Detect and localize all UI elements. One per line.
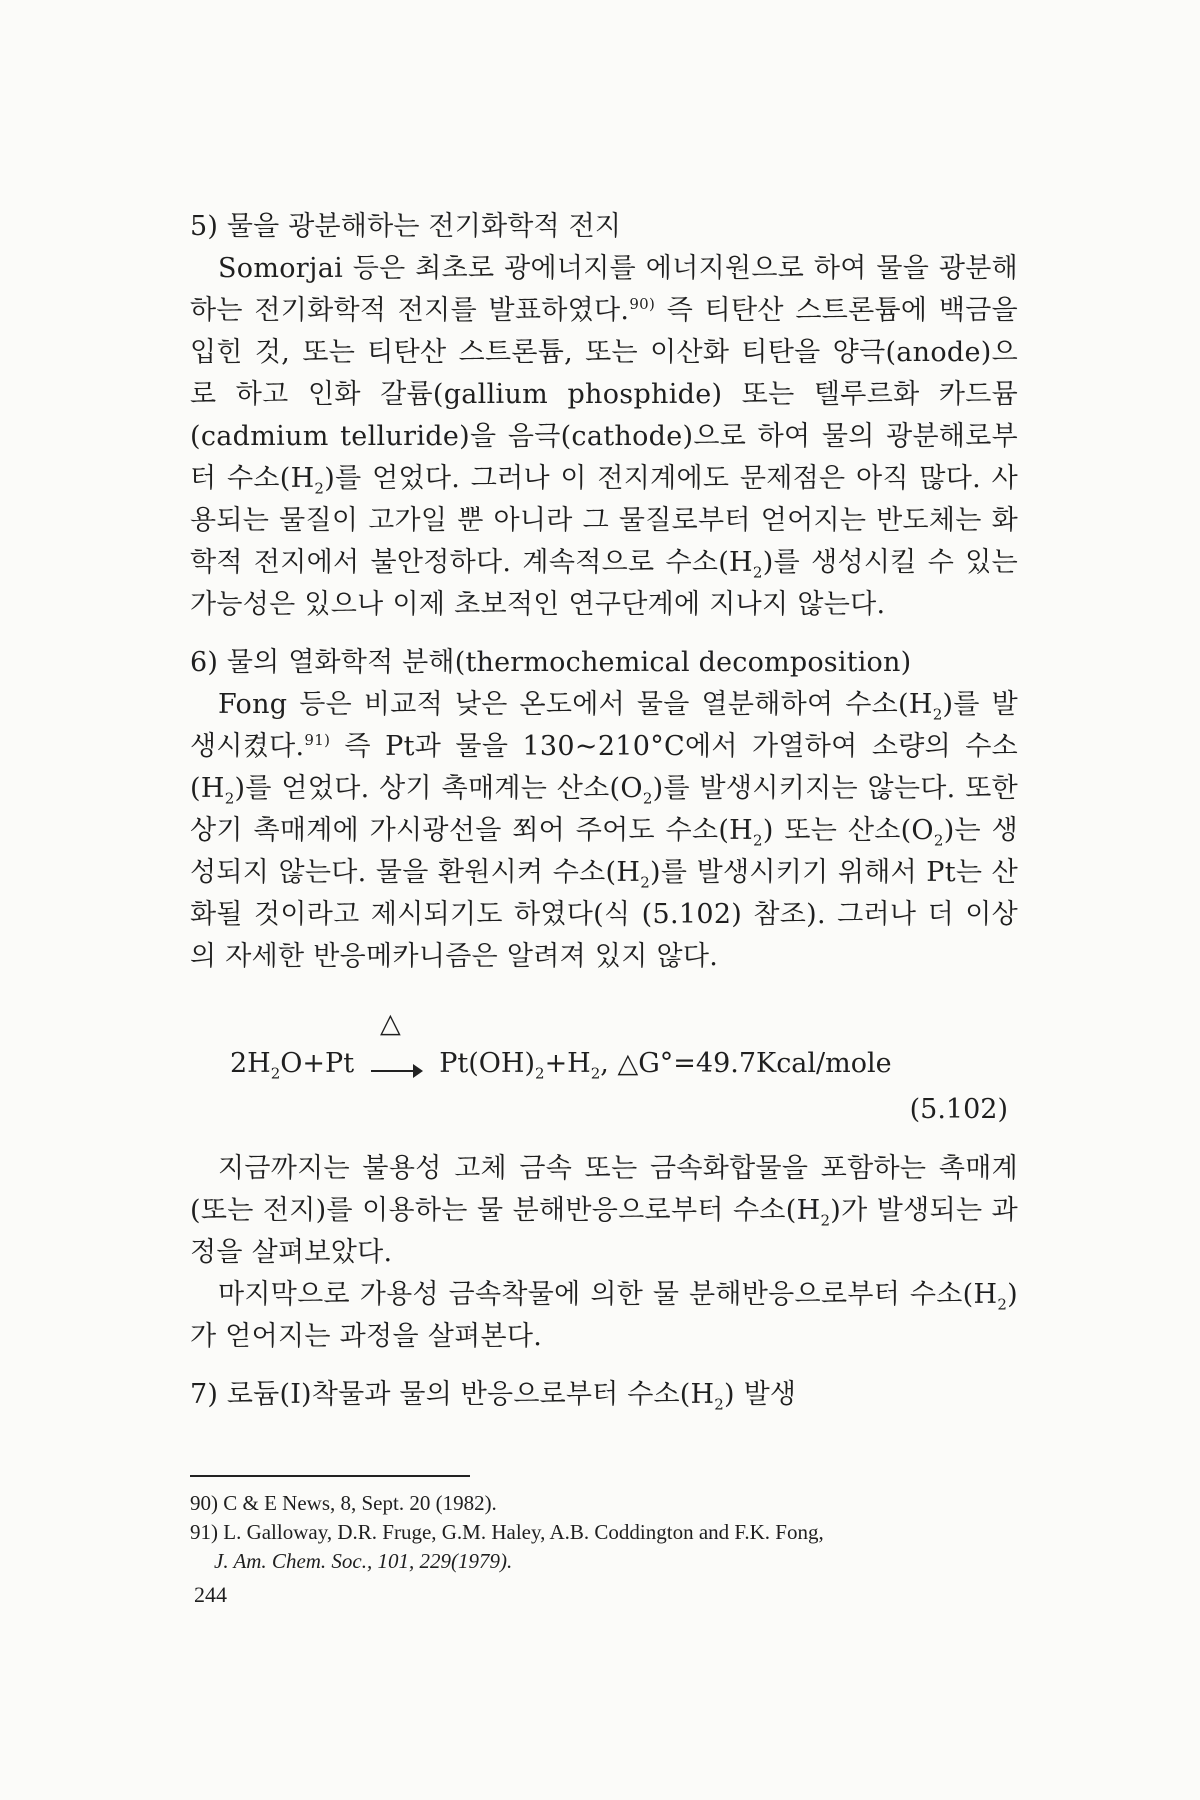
equation-heat-symbol: △ [380, 1008, 401, 1039]
section-6-sub-3: 2 [642, 789, 653, 808]
section-6-text-8: )를 발생시키기 위해서 Pt는 산화될 것이라고 제시되기도 하였다(식 (5.102) 참조). 그러나 더 이상의 자세한 반응메카니즘은 알려져 있지 않다. [190, 857, 1018, 972]
section-6-sub-4: 2 [753, 831, 763, 850]
footnote-91-line-1: 91) L. Galloway, D.R. Fruge, G.M. Haley, A.B. Coddington and F.K. Fong, [190, 1520, 824, 1544]
equation-line [230, 1044, 892, 1084]
footnote-ref-90: 90) [629, 295, 656, 313]
section-7-heading [190, 1374, 1018, 1416]
equation-5-102 [190, 1008, 1018, 1125]
equation-left-sub: 2 [270, 1064, 281, 1083]
equation-right-sub: 2 [535, 1064, 545, 1083]
summary-paragraph-1 [190, 1148, 1018, 1274]
equation-right-tail: , △G°=49.7Kcal/mole [600, 1048, 892, 1079]
subscript-h2: 2 [314, 479, 325, 498]
section-5-paragraph [190, 248, 1018, 626]
section-6-sub-2: 2 [224, 789, 235, 808]
section-6-sub-5: 2 [933, 831, 944, 850]
summary-text-1a: 지금까지는 불용성 고체 금속 또는 금속화합물을 포함하는 촉매계(또는 전지)를 이용하는 물 분해반응으로부터 수소(H [190, 1153, 1018, 1226]
equation-left-text: 2H [230, 1048, 271, 1079]
summary-paragraph-2 [190, 1274, 1018, 1358]
equation-number: (5.102) [909, 1094, 1008, 1125]
section-6-text-4: )를 얻었다. 상기 촉매계는 산소(O [234, 773, 643, 804]
equation-left-rest: O+Pt [280, 1048, 355, 1079]
section-6-sub-1: 2 [932, 705, 943, 724]
footnotes [190, 1475, 1018, 1576]
section-7-text-b: ) 발생 [724, 1379, 797, 1410]
footnote-ref-91: 91) [304, 731, 331, 749]
equation-right-mid: +H [544, 1048, 591, 1079]
section-6-text-1: Fong 등은 비교적 낮은 온도에서 물을 열분해하여 수소(H [218, 689, 933, 720]
section-6-text-5: )를 발생시키지는 않는다. 또한 상기 촉매계에 가시광선을 쬐어 주어도 수소(H [190, 773, 1018, 846]
section-7-text-a: 7) 로듐(Ⅰ)착물과 물의 반응으로부터 수소(H [190, 1379, 715, 1410]
summary-sub-1: 2 [820, 1211, 831, 1230]
summary-text-1b: )가 발생되는 과정을 살펴보았다. [190, 1195, 1019, 1268]
summary-sub-2: 2 [997, 1295, 1008, 1314]
section-6-text-6: ) 또는 산소(O [762, 815, 934, 846]
footnote-90: 90) C & E News, 8, Sept. 20 (1982). [190, 1491, 497, 1515]
section-7-sub: 2 [714, 1395, 725, 1414]
section-5-text-1: Somorjai 등은 최초로 광에너지를 에너지원으로 하여 물을 광분해하는 전기화학적 전지를 발표하였다. [190, 253, 1018, 326]
section-6-text-3: 즉 Pt과 물을 130~210°C에서 가열하여 소량의 수소(H [190, 731, 1018, 804]
footnote-divider [190, 1475, 470, 1477]
main-text-block [190, 206, 1018, 1416]
section-6-heading: 6) 물의 열화학적 분해(thermochemical decomposition) [190, 647, 912, 678]
section-6-paragraph [190, 684, 1018, 978]
page-number: 244 [194, 1582, 227, 1607]
section-6-text-2: )를 발생시켰다. [190, 689, 1018, 762]
section-5-text-4: )를 생성시킬 수 있는 가능성은 있으나 이제 초보적인 연구단계에 지나지 않는다. [190, 547, 1018, 620]
section-5-heading: 5) 물을 광분해하는 전기화학적 전지 [190, 211, 622, 242]
subscript-h2-b: 2 [752, 563, 763, 582]
equation-right-sub-2: 2 [590, 1064, 601, 1083]
summary-text-2a: 마지막으로 가용성 금속착물에 의한 물 분해반응으로부터 수소(H [218, 1279, 998, 1310]
section-5-text-3: )를 얻었다. 그러나 이 전지계에도 문제점은 아직 많다. 사용되는 물질이 고가일 뿐 아니라 그 물질로부터 얻어지는 반도체는 화학적 전지에서 불안정하다. 계속적으로 수소(H [190, 463, 1018, 578]
footnote-91-line-2: J. Am. Chem. Soc., 101, 229(1979). [214, 1549, 513, 1573]
summary-text-2b: )가 얻어지는 과정을 살펴본다. [190, 1279, 1018, 1352]
equation-right-text: Pt(OH) [439, 1048, 536, 1079]
section-6-text-7: )는 생성되지 않는다. 물을 환원시켜 수소(H [190, 815, 1019, 888]
section-6-sub-6: 2 [640, 873, 651, 892]
section-5-text-2: 즉 티탄산 스트론튬에 백금을 입힌 것, 또는 티탄산 스트론튬, 또는 이산화 티탄을 양극(anode)으로 하고 인화 갈륨(gallium phosphide) 또는 텔루르화 카드뮴(cadmium telluride)을 음극(cathode)으로 하여 물의 광분해로부터 수소(H [190, 295, 1018, 494]
